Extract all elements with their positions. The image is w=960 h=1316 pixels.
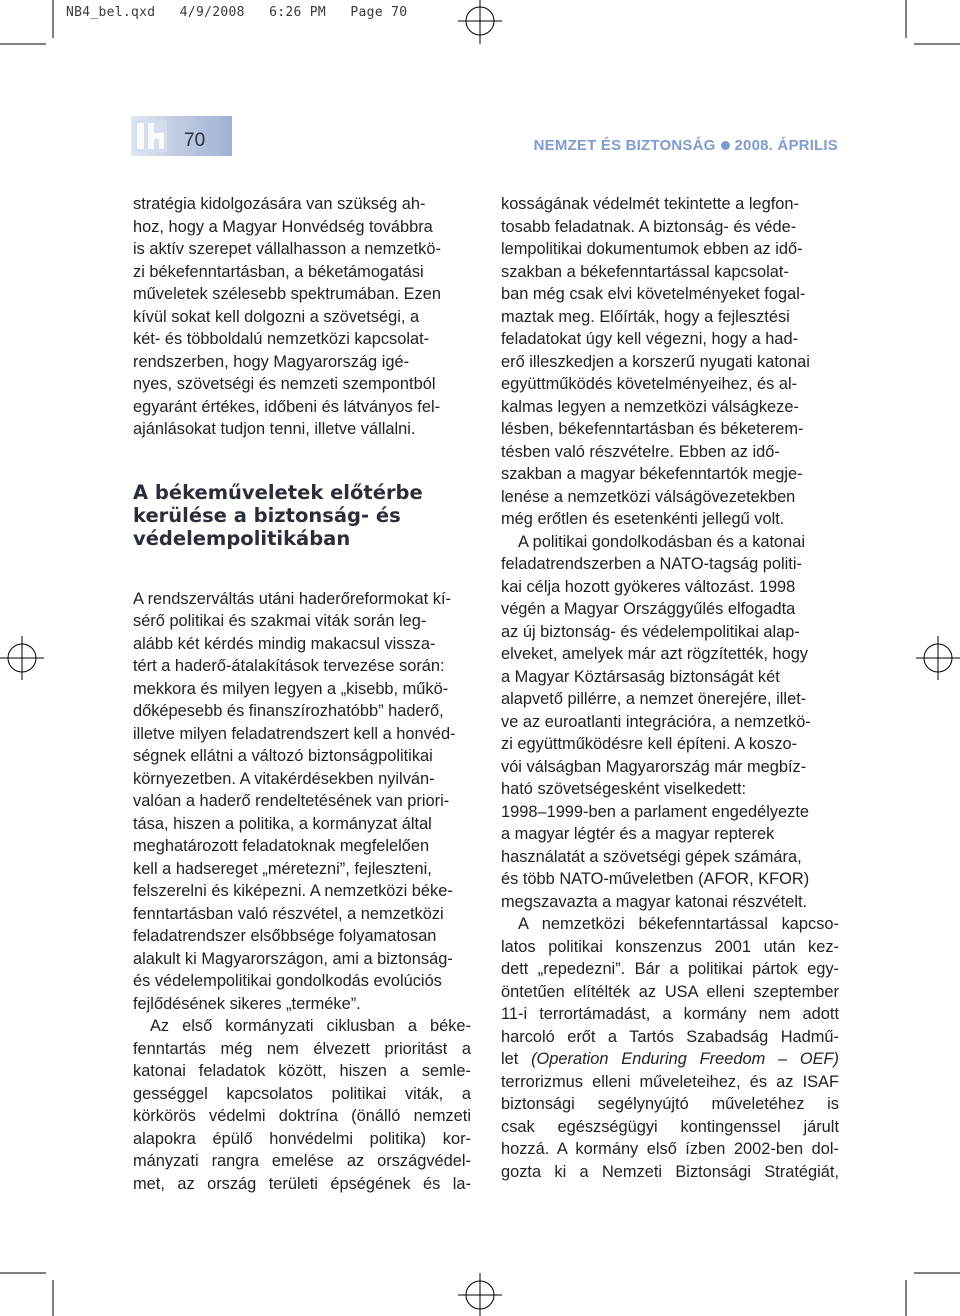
text-line: ve az euroatlanti integrációra, a nemzetkö- (501, 712, 811, 731)
section-heading (133, 481, 471, 550)
italic-operation-name: (Operation Enduring Freedom – OEF) (531, 1050, 839, 1068)
text-line: tosabb feladatnak. A biztonság- és véde- (501, 217, 797, 236)
intro-paragraph (133, 193, 471, 441)
text-line: kai célja hozott gyökeres változást. 1998 (501, 577, 796, 596)
file-slug: NB4_bel.qxd 4/9/2008 6:26 PM Page 70 (66, 5, 408, 20)
text-line: feladatrendszerben a NATO-tagság politi- (501, 555, 802, 573)
body-paragraph (133, 588, 471, 1016)
text-line: Az első kormányzati ciklusban a béke- (150, 1017, 471, 1035)
text-line: lempolitikai dokumentumok ebben az idő- (501, 240, 803, 258)
text-line: gességgel kapcsolatos politikai viták, a (133, 1084, 471, 1103)
text-line: lenése a nemzetközi válságövezetekben (501, 487, 796, 506)
text-line: feladatrendszer elsőbbsége folyamatosan (133, 927, 437, 945)
text-line: meghatározott feladatoknak megfelelően (133, 837, 430, 855)
text-line: biztonsági segélynyújtó műveletéhez is (501, 1095, 839, 1113)
bullet-dot-icon (721, 141, 730, 150)
text-line: tésben való részvételre. Ebben az idő- (501, 442, 780, 461)
text-line: zi együttműködésre kell építeni. A koszo- (501, 735, 798, 753)
text-line: nyes, szövetségi és nemzeti szempontból (133, 375, 436, 393)
text-line: tért a haderő-átalakítások tervezése során: (133, 657, 445, 675)
text-line: vói válságban Magyarország már megbíz- (501, 757, 807, 776)
text-line: erő illeszkedjen a korszerű nyugati katonai (501, 352, 810, 371)
text-line: tása, hiszen a politika, a kormányzat által (133, 814, 432, 833)
publication-logo-icon (135, 120, 167, 152)
heading-line: A békeműveletek előtérbe (133, 480, 423, 504)
publication-title: NEMZET ÉS BIZTONSÁG (533, 137, 716, 154)
text-line: dett „repedezni”. Bár a politikai pártok egy- (501, 960, 839, 978)
running-head (534, 137, 838, 154)
text-line: öntetűen elítélték az USA elleni szeptember (501, 982, 839, 1001)
text-line: szakban a békefenntartással kapcsolat- (501, 262, 789, 281)
text-line: végén a Magyar Országgyűlés elfogadta (501, 600, 796, 618)
text-line: alapokra épülő honvédelmi politika) kor- (133, 1129, 471, 1148)
text-line: kell a hadsereget „méretezni”, fejleszteni, (133, 859, 432, 878)
text-line: mekkora és milyen legyen a „kisebb, műkö- (133, 679, 449, 698)
text-line: hoz, hogy a Magyar Honvédség továbbra (133, 217, 433, 236)
text-line: használatát a szövetségi gépek számára, (501, 847, 802, 866)
text-line: fejlődésének sikeres „terméke”. (133, 994, 361, 1013)
text-line: feladatokat úgy kell végezni, hogy a had- (501, 330, 799, 348)
text-line: gozta ki a Nemzeti Biztonsági Stratégiát, (501, 1162, 839, 1181)
text-line: megszavazta a magyar katonai részvételt. (501, 892, 808, 911)
text-line: a magyar légtér és a magyar repterek (501, 825, 775, 843)
body-paragraph (501, 913, 839, 1183)
page-number: 70 (184, 130, 206, 151)
text-line: és védelempolitikai gondolkodás evolúciós (133, 972, 442, 990)
text-line: felszerelni és kiképezni. A nemzetközi béke- (133, 882, 453, 900)
text-line: ajánlásokat tudjon tenni, illetve vállalni. (133, 420, 416, 438)
text-line: még erőtlen és esetenkénti jellegű volt. (501, 510, 785, 528)
text-line: A nemzetközi békefenntartással kapcso- (518, 915, 839, 933)
right-column (501, 193, 839, 1183)
text-line: illetve milyen feladatrendszert kell a honvéd- (133, 724, 456, 743)
text-line: elveket, amelyek már azt rögzítették, hogy (501, 645, 809, 663)
text-line (501, 1048, 839, 1071)
text-line: dőképesebb és finanszírozhatóbb” haderő, (133, 702, 444, 720)
text-line: katonai feladatok között, hiszen a semle- (133, 1062, 471, 1080)
text-line: mányzati rangra emelése az országvédel- (133, 1152, 471, 1170)
text-line: lésben, békefenntartásban és béketerem- (501, 420, 804, 438)
text-fragment: let (501, 1050, 532, 1068)
text-line: szakban a magyar békefenntartók megje- (501, 465, 803, 483)
text-line: kívül sokat kell dolgozni a szövetségi, a (133, 307, 420, 326)
text-line: maztak meg. Előírták, hogy a fejlesztési (501, 307, 790, 326)
text-line: sérő politikai és szakmai viták során leg- (133, 612, 427, 630)
text-line: alapvető pillérre, a nemzet önerejére, illet- (501, 690, 807, 708)
text-line: ségnek ellátni a változó biztonságpolitikai (133, 747, 433, 765)
text-line: A rendszerváltás utáni haderőreformokat kí- (133, 589, 451, 608)
heading-line: védelempolitikában (133, 526, 351, 550)
text-line: alakult ki Magyarországon, ami a biztonság- (133, 949, 453, 968)
text-line: rendszerben, hogy Magyarország igé- (133, 352, 410, 371)
text-line: stratégia kidolgozására van szükség ah- (133, 195, 426, 213)
text-line: alább két kérdés mindig makacsul vissza- (133, 634, 436, 653)
left-column (133, 193, 471, 1195)
text-line: fenntartás még nem élvezett prioritást a (133, 1039, 471, 1058)
text-line: harcoló erőt a Tartós Szabadság Hadmű- (501, 1027, 839, 1046)
text-line: környezetben. A vitakérdésekben nyilván- (133, 769, 435, 788)
issue-date: 2008. ÁPRILIS (734, 137, 838, 154)
body-paragraph (133, 1015, 471, 1195)
body-paragraph (501, 193, 839, 531)
text-line: 11-i terrortámadást, a kormány nem adott (501, 1005, 839, 1023)
text-line: valóan a haderő rendeltetésének van priori- (133, 792, 450, 810)
text-line: fenntartásban való részvétel, a nemzetközi (133, 904, 444, 923)
heading-line: kerülése a biztonság- és (133, 503, 401, 527)
text-line: egyaránt értékes, időbeni és látványos fel- (133, 397, 441, 416)
text-line: és több NATO-műveletben (AFOR, KFOR) (501, 870, 810, 888)
text-line: is aktív szerepet vállalhasson a nemzetkö- (133, 240, 441, 258)
text-line: 1998–1999-ben a parlament engedélyezte (501, 802, 810, 821)
text-line: csak egészségügyi kontingenssel járult (501, 1117, 839, 1136)
text-line: két- és többoldalú nemzetközi kapcsolat- (133, 330, 430, 348)
text-line: kosságának védelmét tekintette a legfon- (501, 195, 799, 213)
text-line: ban még csak elvi követelményeket fogal- (501, 285, 806, 303)
text-line: latos politikai konszenzus 2001 után kez- (501, 937, 839, 956)
text-line: körkörös védelmi doktrína (önálló nemzeti (133, 1107, 471, 1125)
text-line: ható szövetségesként viselkedett: (501, 780, 747, 798)
text-line: kalmas legyen a nemzetközi válságkeze- (501, 397, 799, 416)
text-line: met, az ország területi épségének és la- (133, 1174, 471, 1193)
text-line: terrorizmus elleni műveleteihez, és az ISAF (501, 1072, 839, 1091)
text-line: A politikai gondolkodásban és a katonai (518, 532, 806, 551)
body-paragraph (501, 531, 839, 914)
text-line: műveletek szélesebb spektrumában. Ezen (133, 285, 441, 303)
text-line: hozzá. A kormány első ízben 2002-ben dol- (501, 1140, 839, 1158)
text-line: a Magyar Köztársaság biztonságát két (501, 667, 780, 686)
text-line: az új biztonság- és védelempolitikai alap- (501, 622, 800, 641)
text-line: zi békefenntartásban, a béketámogatási (133, 262, 424, 281)
text-line: együttműködés követelményeihez, és al- (501, 375, 798, 393)
